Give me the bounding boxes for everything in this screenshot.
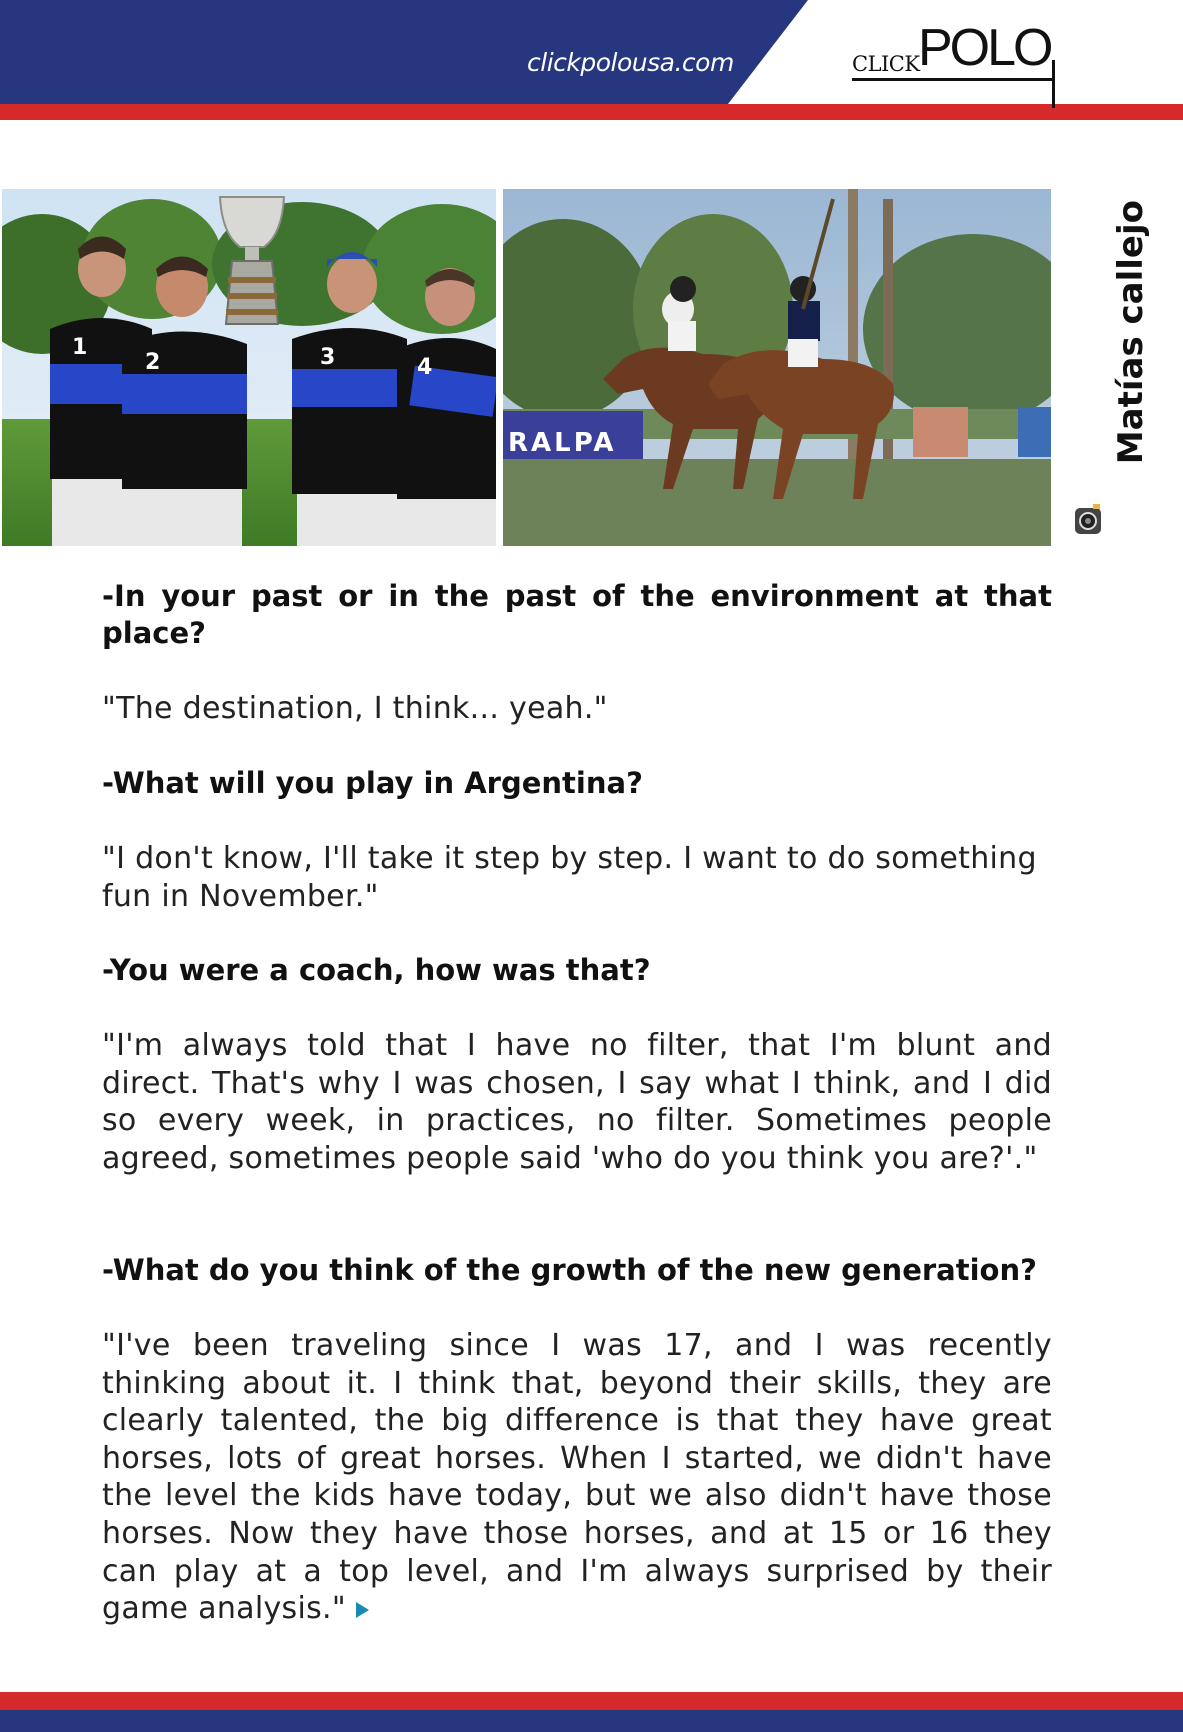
answer-1: "The destination, I think... yeah." [102,691,608,726]
answer-3: "I'm always told that I have no filter, that I'm blunt and direct. That's why I was chosen, I say what I think, and I did so every week, in practices, no filter. Sometimes people agreed, sometimes people said 'who do you think you are?'." [102,1028,1052,1176]
answer-2: "I don't know, I'll take it step by step. I want to do something fun in November." [102,841,1037,914]
logo-polo-text: POLO [918,19,1051,77]
page-footer [0,1692,1183,1732]
jersey-number-4: 4 [417,355,433,380]
continue-arrow-icon[interactable] [356,1602,369,1618]
photographer-name: Matías callejo [1111,200,1151,465]
logo-underline [852,78,1054,81]
question-2: -What will you play in Argentina? [102,766,643,800]
camera-icon [1073,504,1103,538]
answer-4-paragraph [102,1327,1052,1628]
footer-blue-stripe [0,1710,1183,1732]
logo-tick [1052,60,1055,108]
photo-credit [1065,200,1151,550]
page-header [0,0,1183,120]
clickpolo-logo[interactable] [850,19,1060,92]
header-red-stripe [0,104,1183,120]
answer-4: "I've been traveling since I was 17, and I was recently thinking about it. I think that, beyond their skills, they are clearly talented, the big difference is that they have great horses, lots of great horses. When I started, we didn't have the level the kids have today, but we also didn't have those horses. Now they have those horses, and at 15 or 16 they can play at a top level, and I'm always surprised by their game analysis." [102,1328,1052,1627]
banner-text: RALPA [508,428,617,458]
polo-match-photo [503,189,1051,546]
question-4: -What do you think of the growth of the new generation? [102,1253,1037,1287]
jersey-number-3: 3 [320,345,336,370]
site-url-link[interactable]: clickpolousa.com [527,48,734,77]
question-3: -You were a coach, how was that? [102,953,651,987]
question-1: -In your past or in the past of the environment at that place? [102,579,1052,650]
logo-click-text: CLICK [852,52,920,76]
jersey-number-1: 1 [72,335,88,360]
footer-red-stripe [0,1692,1183,1710]
jersey-number-2: 2 [145,350,161,375]
team-trophy-photo [2,189,496,546]
